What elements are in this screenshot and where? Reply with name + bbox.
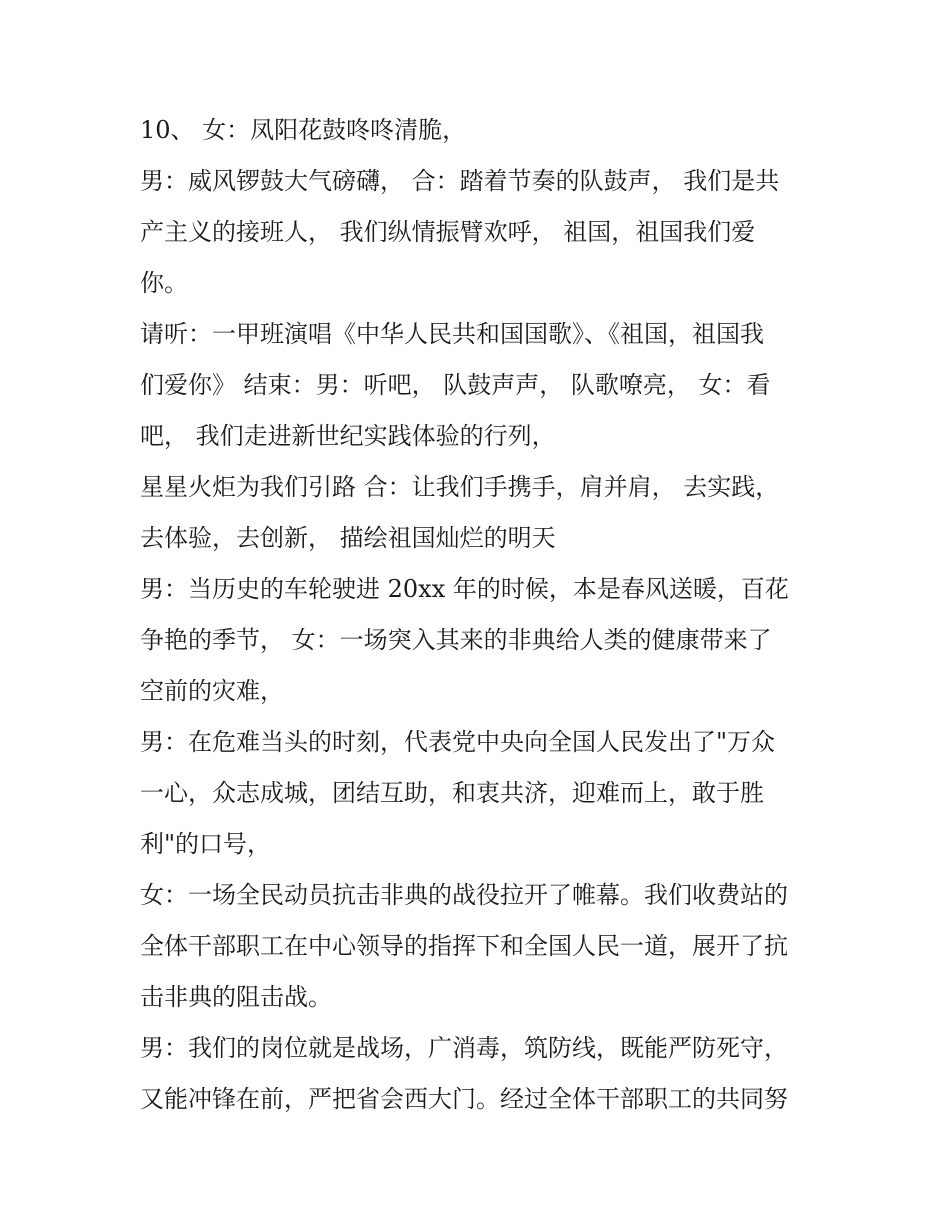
text-line: 男：在危难当头的时刻，代表党中央向全国人民发出了"万众 xyxy=(140,728,776,756)
text-line: 产主义的接班人， 我们纵情振臂欢呼， 祖国，祖国我们爱 xyxy=(140,218,756,246)
text-line: 击非典的阻击战。 xyxy=(140,983,332,1011)
text-line: 全体干部职工在中心领导的指挥下和全国人民一道，展开了抗 xyxy=(140,932,788,960)
text-line: 男：当历史的车轮驶进 20xx 年的时候，本是春风送暖，百花 xyxy=(140,575,789,603)
text-line: 争艳的季节， 女：一场突入其来的非典给人类的健康带来了 xyxy=(140,626,772,654)
text-line: 利"的口号， xyxy=(140,830,272,858)
text-line: 女：一场全民动员抗击非典的战役拉开了帷幕。我们收费站的 xyxy=(140,881,788,909)
text-line: 一心，众志成城，团结互助，和衷共济，迎难而上，敢于胜 xyxy=(140,779,764,807)
text-line: 星星火炬为我们引路 合：让我们手携手，肩并肩， 去实践， xyxy=(140,473,780,501)
text-line: 去体验，去创新， 描绘祖国灿烂的明天 xyxy=(140,524,556,552)
text-line: 男：威风锣鼓大气磅礴， 合：踏着节奏的队鼓声， 我们是共 xyxy=(140,167,780,195)
text-line: 10、 女：凤阳花鼓咚咚清脆， xyxy=(140,116,467,144)
text-line: 请听：一甲班演唱《中华人民共和国国歌》、《祖国，祖国我 xyxy=(140,320,764,348)
text-line: 又能冲锋在前，严把省会西大门。经过全体干部职工的共同努 xyxy=(140,1085,788,1113)
text-line: 你。 xyxy=(140,269,188,297)
text-line: 吧， 我们走进新世纪实践体验的行列， xyxy=(140,422,556,450)
text-line: 男：我们的岗位就是战场，广消毒，筑防线，既能严防死守， xyxy=(140,1034,788,1062)
text-line: 们爱你》 结束：男：听吧， 队鼓声声， 队歌嘹亮， 女：看 xyxy=(140,371,771,399)
text-line: 空前的灾难， xyxy=(140,677,284,705)
document-body xyxy=(140,105,820,1125)
